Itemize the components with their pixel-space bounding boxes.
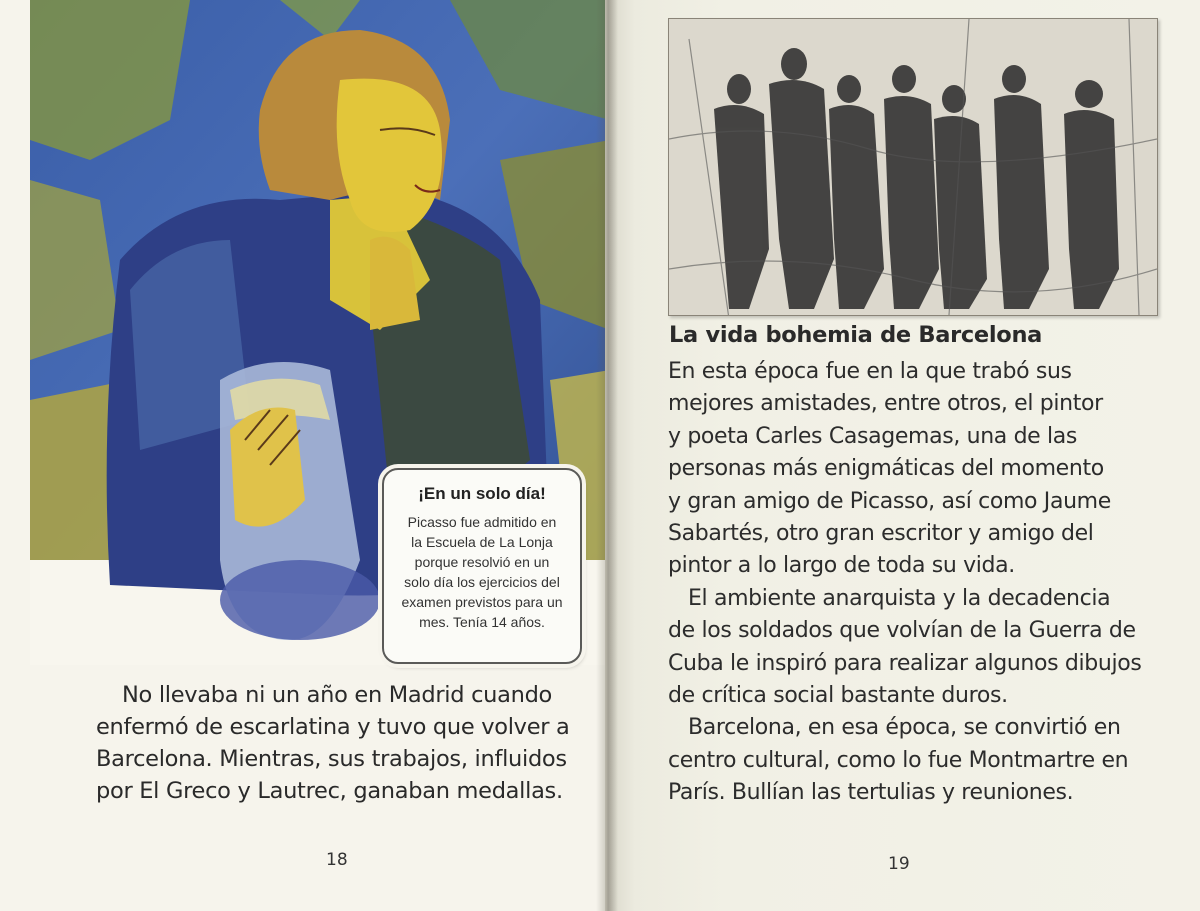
paragraph-3: [668, 712, 1148, 809]
body-line: por El Greco y Lautrec, ganaban medallas.: [96, 778, 563, 804]
fact-line: Picasso fue admitido en: [407, 514, 557, 530]
body-line: mejores amistades, entre otros, el pintor: [668, 391, 1103, 417]
body-line: Sabartés, otro gran escritor y amigo del: [668, 521, 1094, 547]
charcoal-sketch-of-crowd-icon: [669, 19, 1157, 315]
paragraph-2: [668, 583, 1148, 713]
body-line: No llevaba ni un año en Madrid cuando: [122, 682, 553, 708]
left-body-text: [96, 679, 576, 807]
right-body-text: [668, 356, 1148, 810]
fact-line: solo día los ejercicios del: [404, 574, 560, 590]
fact-box-title: ¡En un solo día!: [418, 484, 546, 503]
body-line: París. Bullían las tertulias y reuniones.: [668, 780, 1074, 806]
body-line: Barcelona. Mientras, sus trabajos, influidos: [96, 746, 567, 772]
sketch-illustration: [668, 18, 1158, 316]
body-line: y gran amigo de Picasso, así como Jaume: [668, 488, 1111, 514]
paragraph-1: [668, 356, 1148, 583]
body-line: Barcelona, en esa época, se convirtió en: [688, 715, 1121, 741]
fact-line: mes. Tenía 14 años.: [419, 614, 545, 630]
body-line: En esta época fue en la que trabó sus: [668, 359, 1072, 384]
fact-box-text: [392, 512, 572, 632]
body-line: personas más enigmáticas del momento: [668, 456, 1104, 482]
body-line: El ambiente anarquista y la decadencia: [688, 585, 1111, 611]
fact-line: la Escuela de La Lonja: [411, 534, 553, 550]
page-number-right: 19: [888, 854, 910, 874]
fact-line: porque resolvió en un: [414, 554, 550, 570]
fact-line: examen previstos para un: [401, 594, 563, 610]
body-line: pintor a lo largo de toda su vida.: [668, 553, 1015, 579]
body-line: centro cultural, como lo fue Montmartre en: [668, 747, 1129, 773]
body-line: de los soldados que volvían de la Guerra de: [668, 618, 1136, 644]
body-line: de crítica social bastante duros.: [668, 683, 1008, 709]
section-heading: La vida bohemia de Barcelona: [669, 322, 1043, 348]
fact-box: [382, 468, 582, 664]
body-line: y poeta Carles Casagemas, una de las: [668, 423, 1078, 449]
body-line: enfermó de escarlatina y tuvo que volver a: [96, 714, 570, 740]
page-number-left: 18: [326, 850, 348, 870]
body-line: Cuba le inspiró para realizar algunos dibujos: [668, 650, 1142, 676]
book-gutter: [596, 0, 618, 911]
